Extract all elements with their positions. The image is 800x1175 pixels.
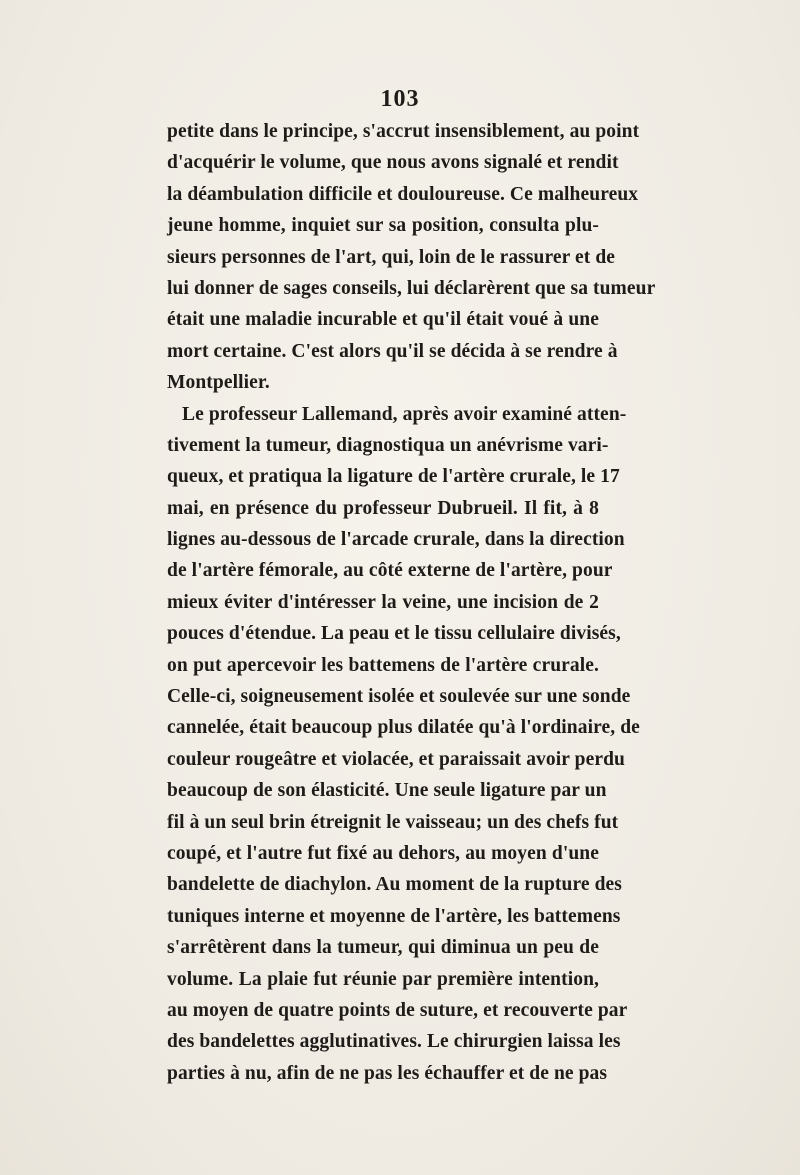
text-line: pouces d'étendue. La peau et le tissu cellulaire divisés, xyxy=(167,623,621,645)
text-line: au moyen de quatre points de suture, et recouverte par xyxy=(167,999,628,1021)
text-line: la déambulation difficile et douloureuse. Ce malheureux xyxy=(167,183,639,205)
text-line: Celle-ci, soigneusement isolée et soulevée sur une sonde xyxy=(167,686,631,708)
text-line: cannelée, était beaucoup plus dilatée qu'à l'ordinaire, de xyxy=(167,717,640,739)
text-line: beaucoup de son élasticité. Une seule ligature par un xyxy=(167,780,607,802)
text-line: lui donner de sages conseils, lui déclarèrent que sa tumeur xyxy=(167,277,656,299)
text-line: s'arrêtèrent dans la tumeur, qui diminua un peu de xyxy=(167,937,599,959)
text-line: tivement la tumeur, diagnostiqua un anévrisme vari- xyxy=(167,434,609,456)
text-line: couleur rougeâtre et violacée, et paraissait avoir perdu xyxy=(167,748,625,770)
text-line: coupé, et l'autre fut fixé au dehors, au moyen d'une xyxy=(167,842,599,864)
text-line: des bandelettes agglutinatives. Le chirurgien laissa les xyxy=(167,1031,621,1053)
body-text xyxy=(167,116,656,1089)
text-line: Le professeur Lallemand, après avoir examiné atten- xyxy=(182,403,627,425)
text-line: queux, et pratiqua la ligature de l'artère crurale, le 17 xyxy=(167,466,620,488)
text-line: parties à nu, afin de ne pas les échauffer et de ne pas xyxy=(167,1062,608,1084)
text-line: mort certaine. C'est alors qu'il se décida à se rendre à xyxy=(167,340,618,362)
text-line: lignes au-dessous de l'arcade crurale, dans la direction xyxy=(167,529,625,551)
text-line: tuniques interne et moyenne de l'artère, les battemens xyxy=(167,905,621,927)
text-line: sieurs personnes de l'art, qui, loin de le rassurer et de xyxy=(167,246,616,268)
text-line: Montpellier. xyxy=(167,372,270,394)
page-number: 103 xyxy=(380,86,420,112)
text-line: mieux éviter d'intéresser la veine, une incision de 2 xyxy=(167,591,599,613)
text-line: fil à un seul brin étreignit le vaisseau; un des chefs fut xyxy=(167,811,619,833)
text-line: petite dans le principe, s'accrut insensiblement, au point xyxy=(167,121,640,142)
text-line: mai, en présence du professeur Dubrueil. Il fit, à 8 xyxy=(167,497,599,519)
text-line: d'acquérir le volume, que nous avons signalé et rendit xyxy=(167,152,619,174)
text-line: était une maladie incurable et qu'il était voué à une xyxy=(167,309,599,331)
text-line: on put apercevoir les battemens de l'artère crurale. xyxy=(167,654,599,676)
text-line: de l'artère fémorale, au côté externe de l'artère, pour xyxy=(167,560,613,582)
text-line: volume. La plaie fut réunie par première intention, xyxy=(167,968,599,990)
text-line: jeune homme, inquiet sur sa position, consulta plu- xyxy=(167,215,599,237)
text-line: bandelette de diachylon. Au moment de la rupture des xyxy=(167,874,622,896)
